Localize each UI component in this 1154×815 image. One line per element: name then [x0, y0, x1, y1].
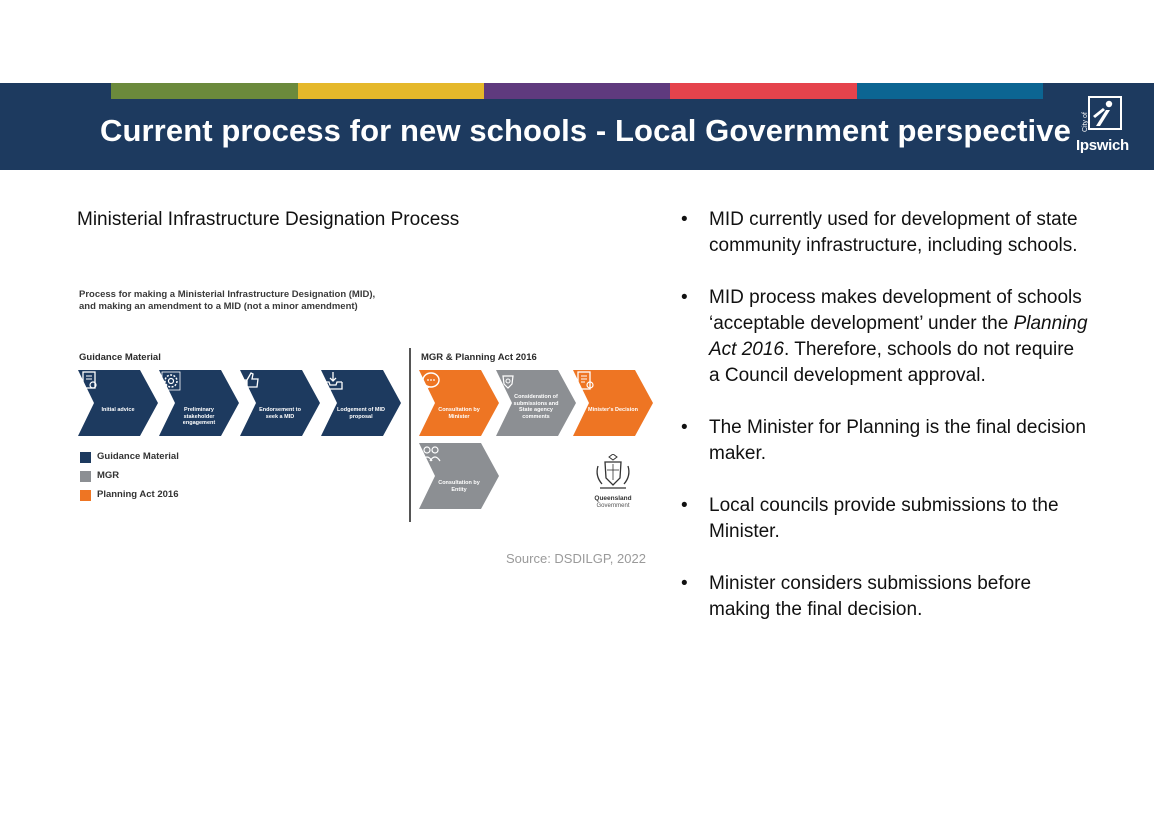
bullet-item	[679, 415, 1089, 467]
logo-ipswich-text: Ipswich	[1076, 137, 1129, 154]
source-citation: Source: DSDILGP, 2022	[506, 551, 646, 566]
checklist-icon	[573, 370, 597, 392]
step-lodgement	[321, 370, 401, 436]
legend-swatch	[80, 490, 91, 501]
step-label: Consultation by Minister	[438, 407, 480, 420]
speech-bubble-icon	[419, 370, 443, 392]
bullet-text-italic: Planning Act 2016	[709, 313, 1088, 360]
bullet-text: The Minister for Planning is the final decision maker.	[709, 417, 1087, 464]
bullet-text: MID process makes development of schools ‘acceptable development’ under the	[709, 287, 1082, 334]
mid-process-diagram	[77, 286, 657, 526]
step-initial-advice	[78, 370, 158, 436]
thumbs-up-icon	[240, 370, 264, 392]
bullet-item	[679, 285, 1089, 389]
queensland-crest-icon	[592, 454, 634, 494]
gear-icon	[159, 370, 183, 392]
diagram-divider	[409, 348, 411, 522]
bullet-text: Minister considers submissions before making the final decision.	[709, 573, 1032, 620]
bullet-list	[679, 207, 1089, 649]
bullet-marker: •	[681, 573, 688, 594]
color-stripe-red	[670, 83, 857, 99]
step-label: Consideration of submissions and State agency comments	[513, 394, 559, 420]
bullet-marker: •	[681, 417, 688, 438]
legend-swatch	[80, 452, 91, 463]
mgr-planning-act-label: MGR & Planning Act 2016	[421, 352, 537, 363]
step-label: Minister's Decision	[588, 407, 638, 413]
diagram-caption-line2: and making an amendment to a MID (not a minor amendment)	[79, 301, 358, 312]
inbox-icon	[321, 370, 345, 392]
city-of-ipswich-logo	[1072, 96, 1138, 158]
logo-city-of-text: City of	[1082, 112, 1089, 132]
bullet-item	[679, 493, 1089, 545]
color-stripe-purple	[484, 83, 670, 99]
step-label: Lodgement of MID proposal	[337, 407, 385, 420]
document-icon	[78, 370, 102, 392]
diagram-caption	[79, 289, 409, 313]
bullet-item	[679, 571, 1089, 623]
bullet-text: Local councils provide submissions to the Minister.	[709, 495, 1059, 542]
bullet-text-after: . Therefore, schools do not require a Council development approval.	[709, 339, 1075, 386]
diagram-caption-line1: Process for making a Ministerial Infrastructure Designation (MID),	[79, 289, 376, 300]
people-icon	[419, 443, 443, 465]
queensland-government-logo	[592, 454, 634, 514]
step-endorsement	[240, 370, 320, 436]
step-consultation-minister	[419, 370, 499, 436]
ipswich-i-icon	[1088, 96, 1122, 130]
bullet-marker: •	[681, 287, 688, 308]
legend-label: MGR	[97, 470, 120, 481]
step-label: Endorsement to seek a MID	[259, 407, 301, 420]
bullet-item	[679, 207, 1089, 259]
guidance-material-label: Guidance Material	[79, 352, 161, 363]
step-ministers-decision	[573, 370, 653, 436]
legend-label: Planning Act 2016	[97, 489, 179, 500]
qld-logo-sub: Government	[596, 503, 630, 509]
qld-logo-name: Queensland	[594, 495, 632, 502]
slide-title: Current process for new schools - Local Government perspective	[100, 113, 1071, 148]
step-consultation-entity	[419, 443, 499, 509]
section-heading: Ministerial Infrastructure Designation Process	[77, 209, 460, 230]
step-preliminary-engagement	[159, 370, 239, 436]
step-consideration	[496, 370, 576, 436]
legend-label: Guidance Material	[97, 451, 179, 462]
step-label: Preliminary stakeholder engagement	[182, 407, 216, 426]
color-stripe-green	[111, 83, 298, 99]
bullet-marker: •	[681, 495, 688, 516]
step-label: Initial advice	[101, 407, 135, 413]
step-label: Consultation by Entity	[438, 480, 480, 493]
color-stripe-blue	[857, 83, 1043, 99]
bullet-text: MID currently used for development of state community infrastructure, including schools.	[709, 209, 1078, 256]
legend-swatch	[80, 471, 91, 482]
crest-icon	[496, 372, 520, 394]
bullet-marker: •	[681, 209, 688, 230]
color-stripe-yellow	[298, 83, 484, 99]
